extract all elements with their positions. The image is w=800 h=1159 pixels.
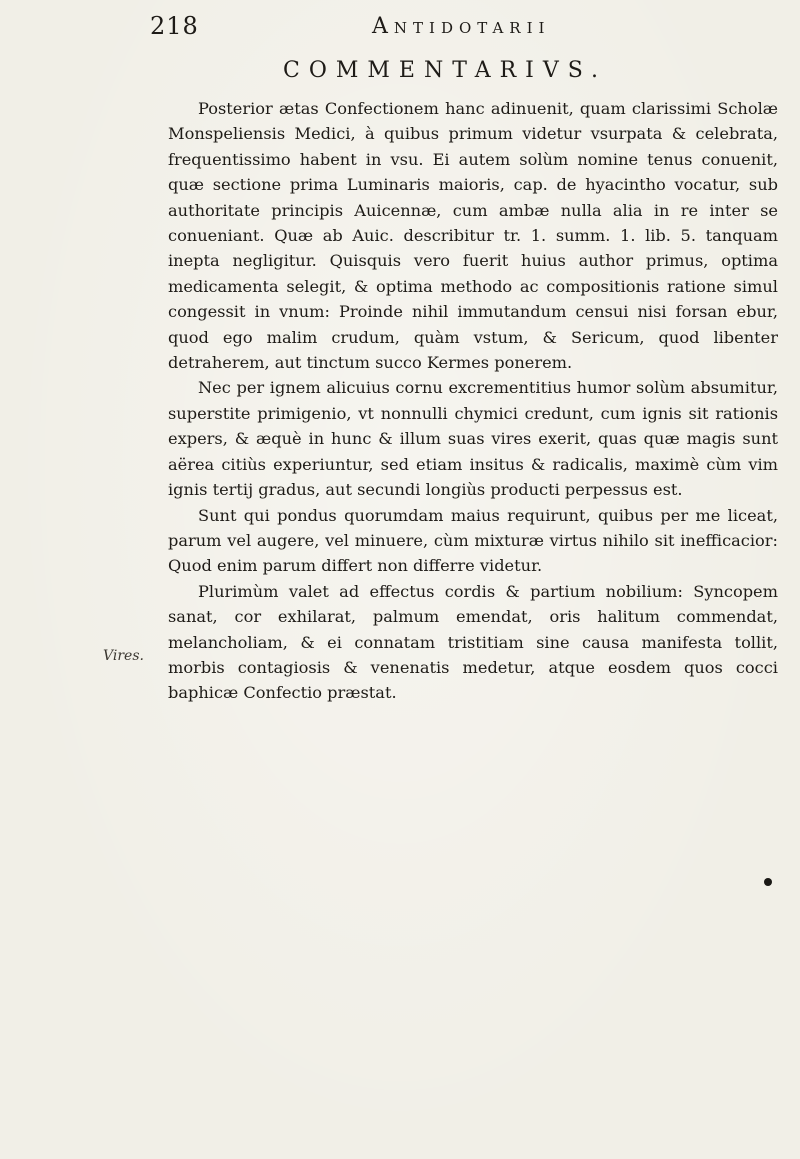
- page-number: 218: [150, 12, 199, 40]
- section-title: COMMENTARIVS.: [283, 58, 608, 83]
- paragraph-2: Nec per ignem alicuius cornu excrementitius humor solùm absumitur, superstite primigenio, vt nonnulli chymici credunt, cum ignis sit rationis expers, & æquè in hunc & illum suas vires exerit, quas quæ magis sunt aërea citiùs experiuntur, sed etiam insitus & radicalis, maximè cùm vim ignis tertij gradus, aut secundi longiùs producti perpessus est.: [168, 378, 778, 500]
- ink-spot: [764, 878, 772, 886]
- paragraph-1: Posterior ætas Confectionem hanc adinuenit, quam clarissimi Scholæ Monspeliensis Medici, à quibus primum videtur vsurpata & celebrata, frequentissimo habent in vsu. Ei autem solùm nomine tenus conuenit, quæ sectione prima Luminaris maioris, cap. de hyacintho vocatur, sub authoritate principis Auicennæ, cum ambæ nulla alia in re inter se conueniant. Quæ ab Auic. describitur tr. 1. summ. 1. lib. 5. tanquam inepta negligitur. Quisquis vero fuerit huius author primus, optima medicamenta selegit, & optima methodo ac compositionis ratione simul congessit in vnum: Proinde nihil immutandum censui nisi forsan ebur, quod ego malim crudum, quàm vstum, & Sericum, quod libenter detraherem, aut tinctum succo Kermes ponerem.: [168, 99, 778, 373]
- running-head: Antidotarii: [372, 14, 551, 39]
- marginal-note: Vires.: [103, 648, 144, 664]
- paragraph-4: Plurimùm valet ad effectus cordis & partium nobilium: Syncopem sanat, cor exhilarat, palmum emendat, oris halitum commendat, melancholiam, & ei connatam tristitiam sine causa manifesta tollit, morbis contagiosis & venenatis medetur, atque eosdem quos cocci baphicæ Confectio præstat.: [168, 581, 778, 703]
- commentary-body: [168, 96, 778, 706]
- paragraph-3: Sunt qui pondus quorumdam maius requirunt, quibus per me liceat, parum vel augere, vel minuere, cùm mixturæ virtus nihilo sit inefficacior: Quod enim parum differt non differre videtur.: [168, 505, 778, 576]
